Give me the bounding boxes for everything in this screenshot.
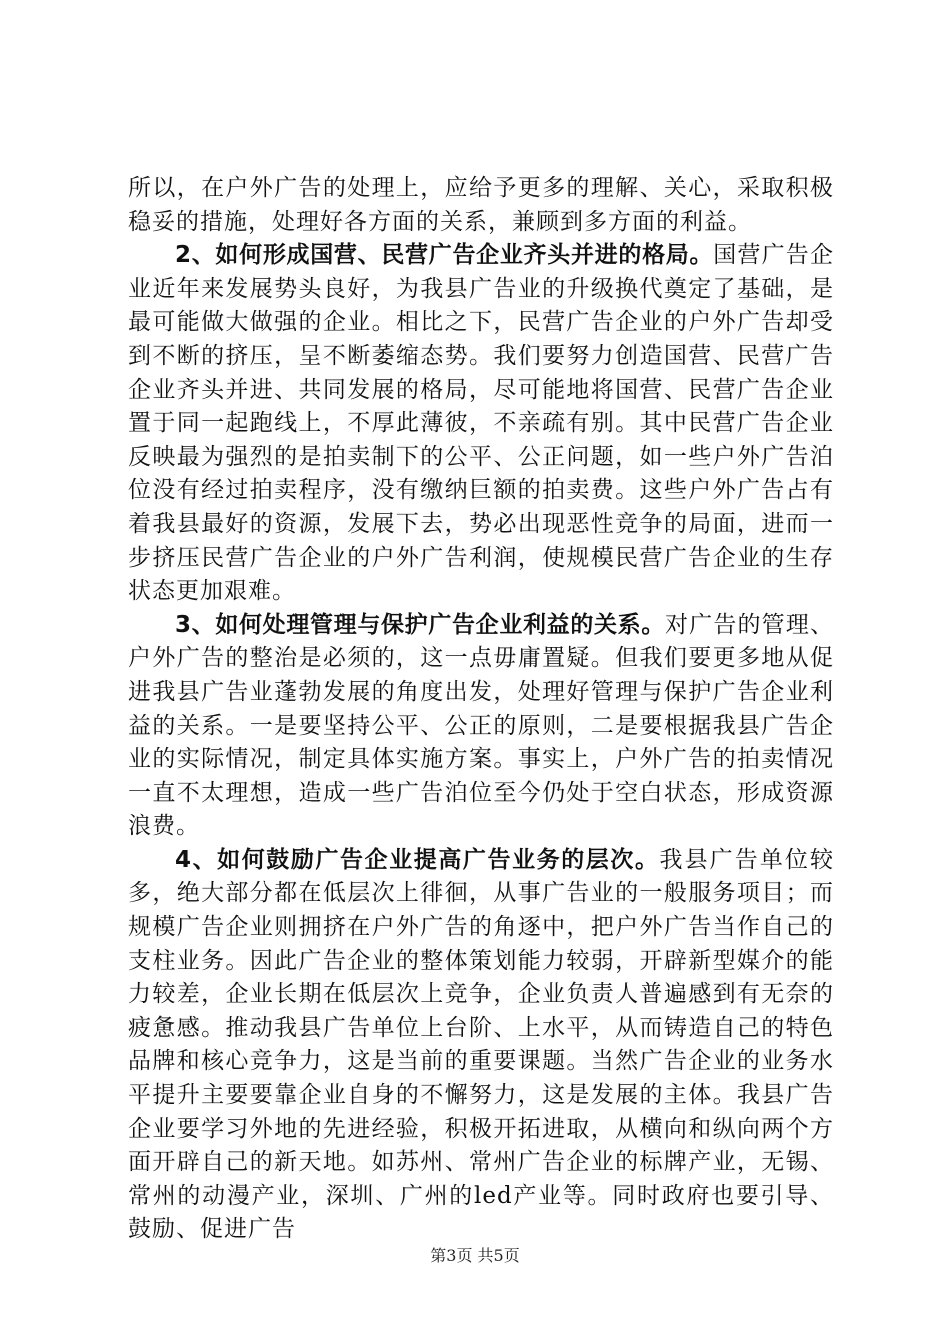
page-number: 第3页 共5页 [430, 1246, 520, 1265]
section-2-paragraph [128, 239, 834, 609]
paragraph-text: 所以，在户外广告的处理上，应给予更多的理解、关心，采取积极稳妥的措施，处理好各方面的关系，兼顾到多方面的利益。 [128, 175, 834, 235]
section-2-heading: 2、如何形成国营、民营广告企业齐头并进的格局。 [175, 242, 714, 269]
document-body [128, 172, 834, 1247]
section-4-text: 我县广告单位较多，绝大部分都在低层次上徘徊，从事广告业的一般服务项目；而规模广告企业则拥挤在户外广告的角逐中，把户外广告当作自己的支柱业务。因此广告企业的整体策划能力较弱，开辟新型媒介的能力较差，企业长期在低层次上竞争，企业负责人普遍感到有无奈的疲惫感。推动我县广告单位上台阶、上水平，从而铸造自己的特色品牌和核心竞争力，这是当前的重要课题。当然广告企业的业务水平提升主要要靠企业自身的不懈努力，这是发展的主体。我县广告企业要学习外地的先进经验，积极开拓进取，从横向和纵向两个方面开辟自己的新天地。如苏州、常州广告企业的标牌产业，无锡、常州的动漫产业，深圳、广州的led产业等。同时政府也要引导、鼓励、促进广告 [128, 846, 834, 1243]
section-4-heading: 4、如何鼓励广告企业提高广告业务的层次。 [175, 846, 660, 873]
section-4-paragraph [128, 844, 834, 1247]
page-footer [0, 1243, 950, 1266]
section-3-text: 对广告的管理、户外广告的整治是必须的，这一点毋庸置疑。但我们要更多地从促进我县广告业蓬勃发展的角度出发，处理好管理与保护广告企业利益的关系。一是要坚持公平、公正的原则，二是要根据我县广告企业的实际情况，制定具体实施方案。事实上，户外广告的拍卖情况一直不太理想，造成一些广告泊位至今仍处于空白状态，形成资源浪费。 [128, 611, 834, 840]
paragraph-continuation [128, 172, 834, 239]
section-3-paragraph [128, 609, 834, 844]
section-3-heading: 3、如何处理管理与保护广告企业利益的关系。 [175, 611, 665, 638]
section-2-text: 国营广告企业近年来发展势头良好，为我县广告业的升级换代奠定了基础，是最可能做大做强的企业。相比之下，民营广告企业的户外广告却受到不断的挤压，呈不断萎缩态势。我们要努力创造国营、民营广告企业齐头并进、共同发展的格局，尽可能地将国营、民营广告企业置于同一起跑线上，不厚此薄彼，不亲疏有别。其中民营广告企业反映最为强烈的是拍卖制下的公平、公正问题，如一些户外广告泊位没有经过拍卖程序，没有缴纳巨额的拍卖费。这些户外广告占有着我县最好的资源，发展下去，势必出现恶性竞争的局面，进而一步挤压民营广告企业的户外广告利润，使规模民营广告企业的生存状态更加艰难。 [128, 242, 834, 605]
